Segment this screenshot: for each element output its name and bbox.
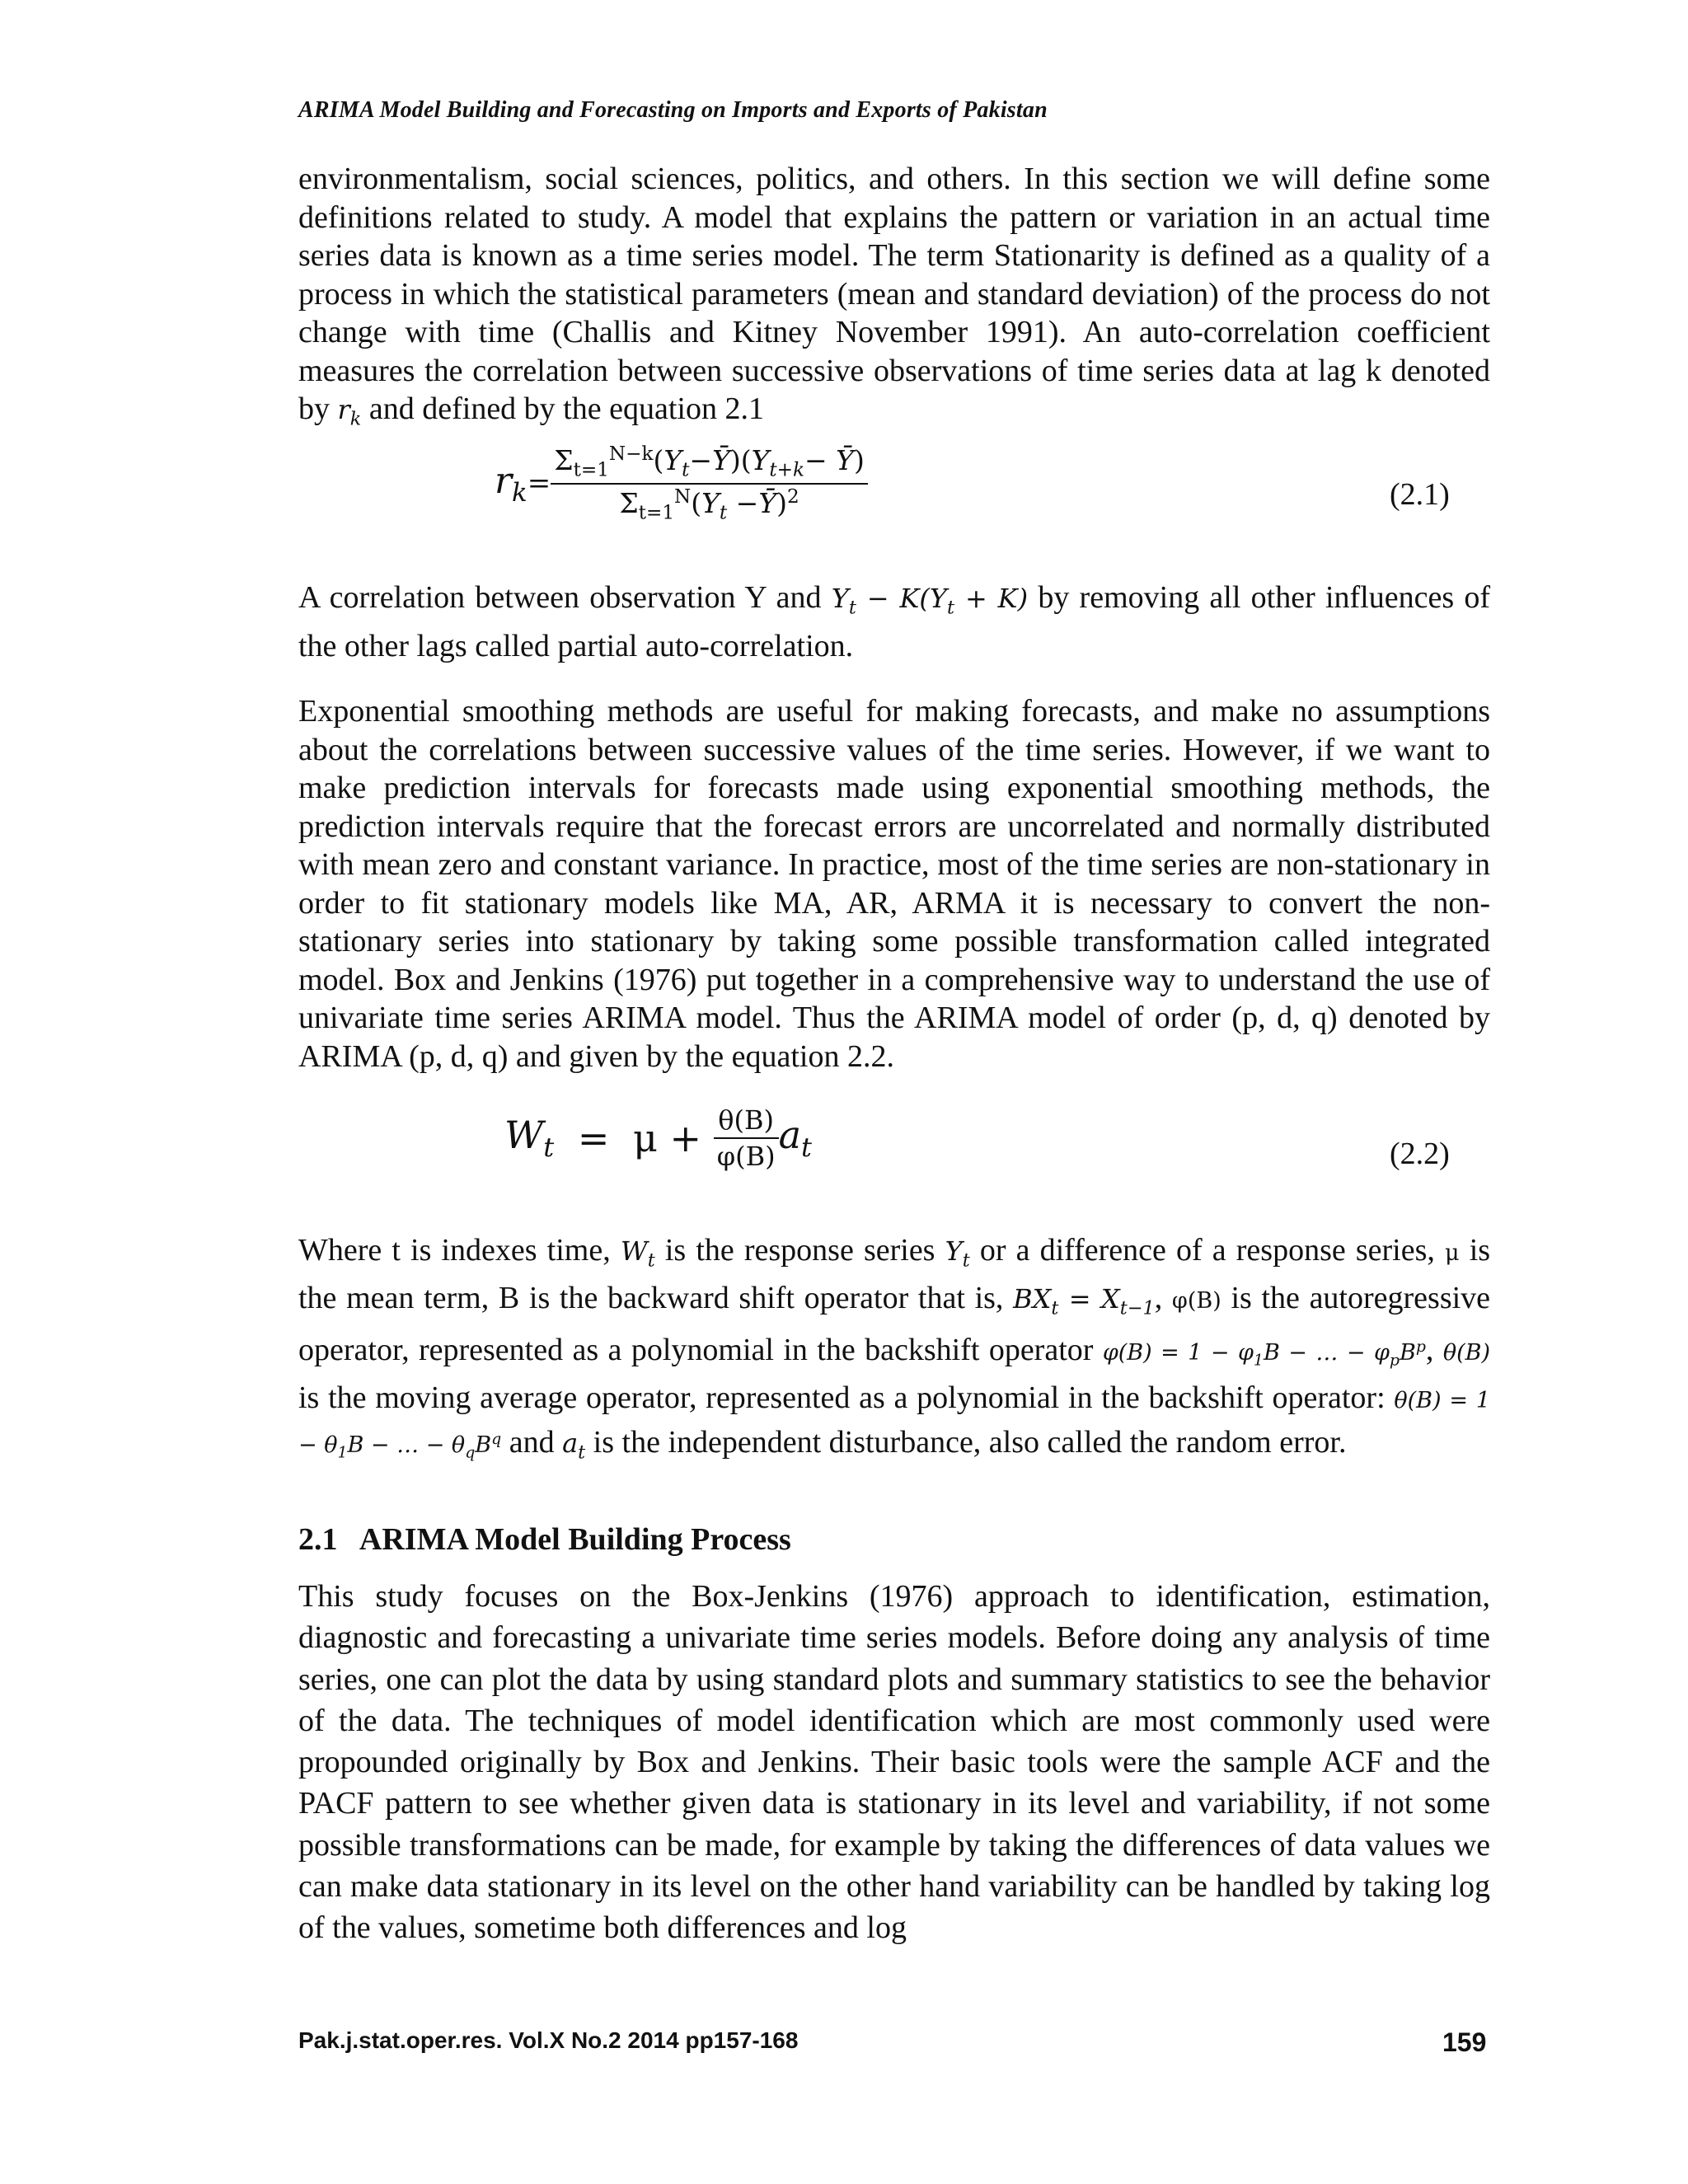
- equation-number-2-2: (2.2): [1390, 1137, 1450, 1171]
- yt-symbol: $Y_t$: [945, 1235, 970, 1272]
- paragraph-text: or a difference of a response series,: [979, 1233, 1435, 1268]
- mu-symbol: μ: [1445, 1240, 1460, 1266]
- section-title: ARIMA Model Building Process: [359, 1522, 791, 1557]
- at-symbol: $a_t$: [562, 1427, 586, 1464]
- paragraph-text: and: [509, 1425, 555, 1460]
- inline-formula: $Y_t - K(Y_t + K)$: [831, 583, 1029, 619]
- page-number: 159: [1442, 2027, 1487, 2057]
- paragraph-text: is the independent disturbance, also called the random error.: [593, 1425, 1347, 1460]
- running-header: ARIMA Model Building and Forecasting on Imports and Exports of Pakistan: [298, 97, 1048, 123]
- ma-polynomial: $\theta(B) = 1 - \theta_1B$ − … − $\theta_qB^q$: [298, 1388, 1491, 1462]
- paragraph-definitions: [298, 160, 1490, 438]
- paragraph-text: and defined by the equation 2.1: [368, 391, 764, 426]
- ar-polynomial: $\varphi(B) = 1 - \varphi_1B$ − … − $\varphi_pB^p$: [1102, 1337, 1426, 1370]
- theta-b-symbol: θ(B): [1442, 1339, 1490, 1366]
- paragraph-exponential-smoothing: Exponential smoothing methods are useful for making forecasts, and make no assumptions about the correlations between successive values of the time series. However, if we want to make prediction intervals for forecasts made using exponential smoothing methods, the prediction intervals require that the forecast errors are uncorrelated and normally distributed with mean zero and constant variance. In practice, most of the time series are non-stationary in order to fit stationary models like MA, AR, ARMA it is necessary to convert the non-stationary series into stationary by taking some possible transformation called integrated model. Box and Jenkins (1976) put together in a comprehensive way to understand the use of univariate time series ARIMA model. Thus the ARIMA model of order (p, d, q) denoted by ARIMA (p, d, q) and given by the equation 2.2.: [298, 694, 1490, 1074]
- paragraph-text: by removing all other influences of the other lags called partial auto-correlation.: [298, 580, 1491, 663]
- equation-2-1: $r_k=$ $\frac{\Sigma_{t=1}^{N-k}(Y_t-Ȳ)(Y_{t+k}- Ȳ)}{\Sigma_{t=1}^N(Y_t -Ȳ)^2}$: [495, 443, 868, 523]
- paragraph-text: environmentalism, social sciences, politics, and others. In this section we will define some definitions related to study. A model that explains the pattern or variation in an actual time series data is known as a time series model. The term Stationarity is defined as a quality of a process in which the statistical parameters (mean and standard deviation) of the process do not change with time (Challis and Kitney November 1991). An auto-correlation coefficient measures the correlation between successive observations of time series data at lag k denoted by: [298, 162, 1490, 426]
- paragraph-text: is the mean term, B is the backward shift operator that is,: [298, 1233, 1491, 1316]
- footer-citation: Pak.j.stat.oper.res. Vol.X No.2 2014 pp157-168: [298, 2027, 799, 2053]
- backshift-formula: $BX_t = X_{t-1}$: [1013, 1283, 1155, 1319]
- equation-number-2-1: (2.1): [1390, 477, 1450, 512]
- paragraph-partial-autocorrelation: [298, 579, 1490, 665]
- wt-symbol: $W_t$: [620, 1235, 655, 1272]
- rk-symbol: $r_k$: [337, 394, 362, 430]
- section-heading: [298, 1521, 791, 1558]
- paragraph-box-jenkins: This study focuses on the Box-Jenkins (1976) approach to identification, estimation, diagnostic and forecasting a univariate time series models. Before doing any analysis of time series, one can plot the data by using standard plots and summary statistics to see the behavior of the data. The techniques of model identification which are most commonly used were propounded originally by Box and Jenkins. Their basic tools were the sample ACF and the PACF pattern to see whether given data is stationary in its level and variability, if not some possible transformations can be made, for example by taking the differences of data values we can make data stationary in its level on the other hand variability can be handled by taking log of the values, sometime both differences and log: [298, 1579, 1490, 1946]
- paragraph-arima-terms: Where t is indexes time, $W_t$ is the response series $Y_t$ or a difference of a response series, μ is the mean term, B is the backward shift operator that is, $BX_t = X_{t-1}$, φ(B) is the autoregressive operator, represented as a polynomial in the backshift operator $\varphi(B) = 1 - \varphi_1B$ − … − $\varphi_pB^p$, θ(B) is the moving average operator, represented as a polynomial in the backshift operator: $\theta(B) = 1 - \theta_1B$ − … − $\theta_qB^q$ and $a_t$ is the independent disturbance, also called the random error.: [298, 1233, 1491, 1464]
- equation-2-2: $W_t = \mu$ + $\frac{\theta(B)}{\varphi(B)}$ $a_t$: [504, 1104, 812, 1172]
- paragraph-text: is the response series: [664, 1233, 935, 1268]
- paragraph-text: is the autoregressive operator, represented as a polynomial in the backshift operator: [298, 1281, 1491, 1367]
- paragraph-text: A correlation between observation Y and: [298, 580, 822, 615]
- phi-b-symbol: φ(B): [1171, 1288, 1221, 1315]
- section-number: 2.1: [298, 1522, 338, 1557]
- paragraph-text: is the moving average operator, represented as a polynomial in the backshift operator:: [298, 1380, 1386, 1416]
- paragraph-text: Where t is indexes time,: [298, 1233, 611, 1268]
